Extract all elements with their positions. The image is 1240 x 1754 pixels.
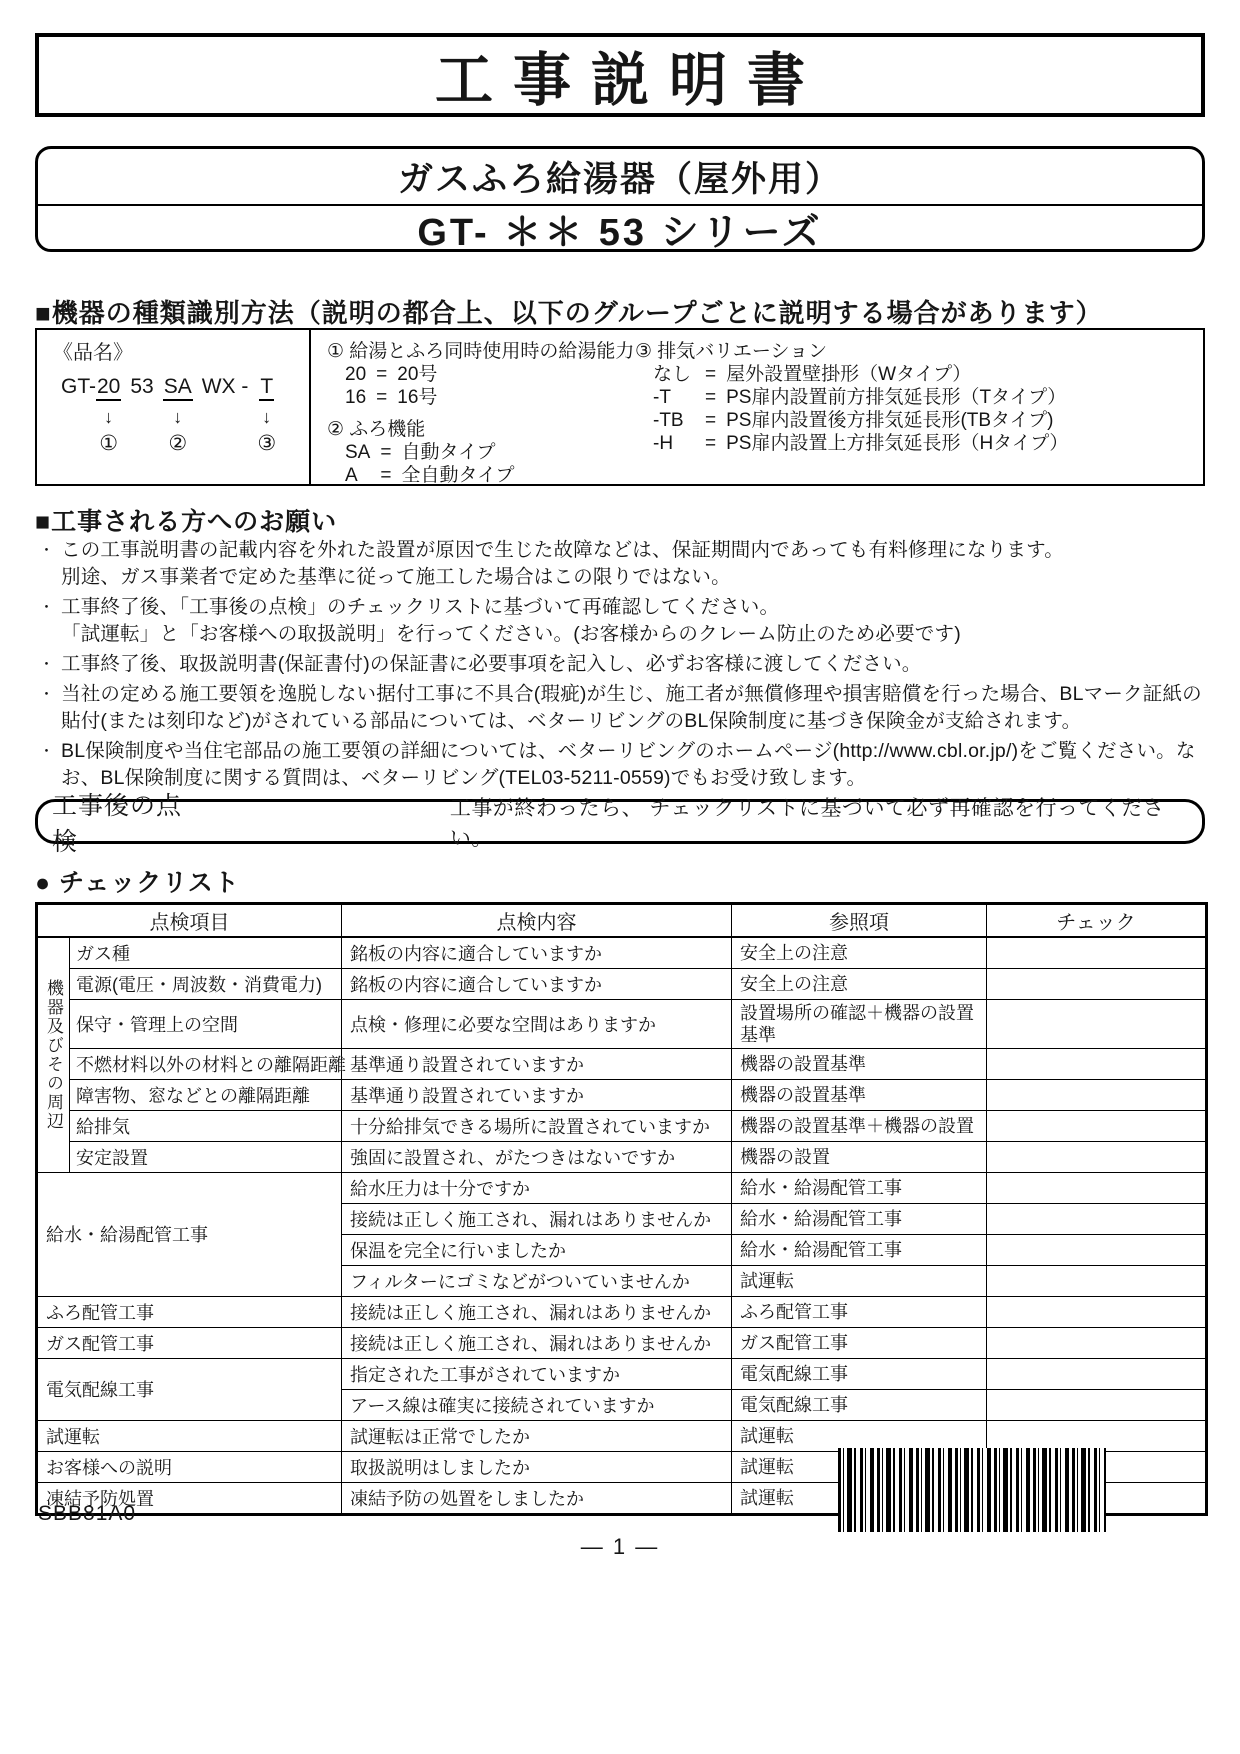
code-wx: WX - bbox=[201, 375, 249, 398]
reference-cell: 電気配線工事 bbox=[732, 1358, 987, 1389]
content-cell: フィルターにゴミなどがついていませんか bbox=[342, 1265, 732, 1296]
page-number: — 1 — bbox=[580, 1534, 660, 1559]
reference-cell: 試運転 bbox=[732, 1451, 987, 1482]
list-item: ・ 当社の定める施工要領を逸脱しない据付工事に不具合(瑕疵)が生じ、施工者が無償修理や損害賠償を行った場合、BLマーク証紙の貼付(または刻印など)がされている部品については、ベターリビングのBL保険制度に基づき保険金が支給されます。 bbox=[35, 681, 1207, 735]
reference-cell: 機器の設置基準＋機器の設置 bbox=[732, 1110, 987, 1141]
check-cell bbox=[987, 1234, 1207, 1265]
marker-2: ② bbox=[168, 432, 188, 455]
request-heading: ■工事される方へのお願い bbox=[35, 508, 338, 536]
check-cell bbox=[987, 1172, 1207, 1203]
list-item: ・ この工事説明書の記載内容を外れた設置が原因で生じた故障などは、保証期間内であっても有料修理になります。 別途、ガス事業者で定めた基準に従って施工した場合はこの限りではない。 bbox=[35, 537, 1207, 591]
code-capacity-segment: 20 ↓ ① bbox=[97, 375, 121, 455]
reference-cell: 給水・給湯配管工事 bbox=[732, 1234, 987, 1265]
content-cell: 凍結予防の処置をしましたか bbox=[342, 1482, 732, 1514]
item-cell: ふろ配管工事 bbox=[37, 1296, 342, 1327]
content-cell: 保温を完全に行いましたか bbox=[342, 1234, 732, 1265]
check-cell bbox=[987, 937, 1207, 969]
check-cell bbox=[987, 1296, 1207, 1327]
item-cell: 障害物、窓などとの離隔距離 bbox=[70, 1079, 342, 1110]
column-header-check: チェック bbox=[987, 904, 1207, 937]
code-prefix: GT- bbox=[61, 375, 96, 398]
table-row bbox=[37, 1327, 1207, 1358]
code-bath-segment: SA ↓ ② bbox=[163, 375, 192, 455]
check-cell bbox=[987, 1203, 1207, 1234]
group-label-electrical: 電気配線工事 bbox=[37, 1358, 342, 1420]
check-cell bbox=[987, 1048, 1207, 1079]
content-cell: 接続は正しく施工され、漏れはありませんか bbox=[342, 1296, 732, 1327]
product-name: ガスふろ給湯器（屋外用） bbox=[38, 149, 1202, 206]
reference-cell: 試運転 bbox=[732, 1482, 987, 1514]
table-row bbox=[37, 1172, 1207, 1203]
table-row bbox=[37, 1420, 1207, 1451]
content-cell: 基準通り設置されていますか bbox=[342, 1079, 732, 1110]
content-cell: アース線は確実に接続されていますか bbox=[342, 1389, 732, 1420]
group-label-water-piping: 給水・給湯配管工事 bbox=[37, 1172, 342, 1296]
item-cell: 給排気 bbox=[70, 1110, 342, 1141]
column-header-item: 点検項目 bbox=[37, 904, 342, 937]
bullet-icon: ・ bbox=[39, 743, 55, 760]
check-cell bbox=[987, 1327, 1207, 1358]
after-work-inspection-text: 工事が終わったら、 チェックリストに基づいて必ず再確認を行ってください。 bbox=[449, 796, 1165, 850]
check-cell bbox=[987, 1141, 1207, 1172]
code-exhaust-segment: T ↓ ③ bbox=[257, 375, 277, 455]
bullet-icon: ・ bbox=[39, 656, 55, 673]
barcode-icon bbox=[838, 1448, 1106, 1532]
table-row bbox=[37, 1110, 1207, 1141]
marker-1: ① bbox=[99, 432, 119, 455]
reference-cell: 試運転 bbox=[732, 1265, 987, 1296]
after-work-inspection-box bbox=[35, 791, 1205, 856]
item-cell: 保守・管理上の空間 bbox=[70, 999, 342, 1048]
reference-cell: 給水・給湯配管工事 bbox=[732, 1172, 987, 1203]
table-row bbox=[37, 1296, 1207, 1327]
content-cell: 接続は正しく施工され、漏れはありませんか bbox=[342, 1327, 732, 1358]
content-cell: 接続は正しく施工され、漏れはありませんか bbox=[342, 1203, 732, 1234]
table-row bbox=[37, 1079, 1207, 1110]
item-cell: 不燃材料以外の材料との離隔距離 bbox=[70, 1048, 342, 1079]
table-row bbox=[37, 1048, 1207, 1079]
exhaust-section: ③ 排気バリエーション なし = 屋外設置壁掛形（Wタイプ） -T = PS扉内設置前方排気延長形（Tタイプ） -TB = PS扉内設置後方排気延長形(TBタイプ) -H = PS扉内設置上方排気延長形（Hタイプ） bbox=[635, 341, 1069, 454]
document-code: SBB81A0 bbox=[38, 1502, 137, 1525]
item-cell: 試運転 bbox=[37, 1420, 342, 1451]
title-box bbox=[35, 33, 1205, 117]
check-cell bbox=[987, 1420, 1207, 1451]
table-row bbox=[37, 1141, 1207, 1172]
identification-box bbox=[35, 328, 1205, 486]
table-row bbox=[37, 1358, 1207, 1389]
list-item: ・ 工事終了後、「工事後の点検」のチェックリストに基づいて再確認してください。 「試運転」と「お客様への取扱説明」を行ってください。(お客様からのクレーム防止のため必要です) bbox=[35, 594, 1207, 648]
table-row bbox=[37, 968, 1207, 999]
after-work-inspection-label: 工事後の点検 bbox=[52, 791, 183, 856]
down-arrow-icon: ↓ bbox=[104, 407, 114, 427]
header-row bbox=[37, 904, 1207, 937]
content-cell: 強固に設置され、がたつきはないですか bbox=[342, 1141, 732, 1172]
down-arrow-icon: ↓ bbox=[262, 407, 272, 427]
check-cell bbox=[987, 1389, 1207, 1420]
content-cell: 指定された工事がされていますか bbox=[342, 1358, 732, 1389]
item-cell: ガス種 bbox=[70, 937, 342, 969]
reference-cell: 機器の設置基準 bbox=[732, 1079, 987, 1110]
check-cell bbox=[987, 1358, 1207, 1389]
column-header-reference: 参照項 bbox=[732, 904, 987, 937]
reference-cell: 安全上の注意 bbox=[732, 937, 987, 969]
list-item: ・ BL保険制度や当住宅部品の施工要領の詳細については、ベターリビングのホームページ(http://www.cbl.or.jp/)をご覧ください。なお、BL保険制度に関する質問は、ベターリビング(TEL03-5211-0559)でもお受け致します。 bbox=[35, 738, 1207, 792]
product-series-box bbox=[35, 146, 1205, 252]
reference-cell: ガス配管工事 bbox=[732, 1327, 987, 1358]
table-row bbox=[37, 999, 1207, 1048]
model-code bbox=[61, 375, 299, 455]
request-bullet-list bbox=[35, 537, 1207, 795]
model-name-label: 《品名》 bbox=[53, 342, 133, 364]
content-cell: 試運転は正常でしたか bbox=[342, 1420, 732, 1451]
reference-cell: 設置場所の確認＋機器の設置基準 bbox=[732, 999, 987, 1048]
check-cell bbox=[987, 999, 1207, 1048]
reference-cell: 安全上の注意 bbox=[732, 968, 987, 999]
item-cell: 凍結予防処置 bbox=[37, 1482, 342, 1514]
reference-cell: 給水・給湯配管工事 bbox=[732, 1203, 987, 1234]
series-name: GT- ＊＊ 53 シリーズ bbox=[417, 211, 823, 252]
bullet-icon: ・ bbox=[39, 542, 55, 559]
column-header-content: 点検内容 bbox=[342, 904, 732, 937]
identification-heading: ■機器の種類識別方法（説明の都合上、以下のグループごとに説明する場合があります） bbox=[35, 298, 1103, 328]
reference-cell: 電気配線工事 bbox=[732, 1389, 987, 1420]
content-cell: 基準通り設置されていますか bbox=[342, 1048, 732, 1079]
check-cell bbox=[987, 1265, 1207, 1296]
reference-cell: 機器の設置基準 bbox=[732, 1048, 987, 1079]
group-label-equipment: 機器及びその周辺 bbox=[37, 937, 70, 1173]
checklist-table bbox=[35, 902, 1208, 1516]
check-cell bbox=[987, 1079, 1207, 1110]
page-title: 工事説明書 bbox=[434, 48, 825, 113]
capacity-section: ① 給湯とふろ同時使用時の給湯能力 20 = 20号 16 = 16号 bbox=[327, 341, 635, 408]
bath-function-section: ② ふろ機能 SA = 自動タイプ A = 全自動タイプ bbox=[327, 419, 515, 486]
item-cell: 安定設置 bbox=[70, 1141, 342, 1172]
marker-3: ③ bbox=[257, 432, 277, 455]
exhaust-column bbox=[631, 330, 1203, 484]
content-cell: 銘板の内容に適合していますか bbox=[342, 937, 732, 969]
code-mid: 53 bbox=[130, 375, 154, 398]
item-cell: お客様への説明 bbox=[37, 1451, 342, 1482]
down-arrow-icon: ↓ bbox=[173, 407, 183, 427]
reference-cell: ふろ配管工事 bbox=[732, 1296, 987, 1327]
model-code-column bbox=[37, 330, 311, 484]
reference-cell: 試運転 bbox=[732, 1420, 987, 1451]
item-cell: ガス配管工事 bbox=[37, 1327, 342, 1358]
check-cell bbox=[987, 968, 1207, 999]
checklist-heading: ● チェックリスト bbox=[35, 869, 240, 897]
bullet-icon: ・ bbox=[39, 599, 55, 616]
content-cell: 銘板の内容に適合していますか bbox=[342, 968, 732, 999]
content-cell: 給水圧力は十分ですか bbox=[342, 1172, 732, 1203]
content-cell: 取扱説明はしましたか bbox=[342, 1451, 732, 1482]
content-cell: 点検・修理に必要な空間はありますか bbox=[342, 999, 732, 1048]
check-cell bbox=[987, 1110, 1207, 1141]
table-row bbox=[37, 937, 1207, 969]
capacity-bath-column bbox=[311, 330, 635, 486]
bullet-icon: ・ bbox=[39, 686, 55, 703]
item-cell: 電源(電圧・周波数・消費電力) bbox=[70, 968, 342, 999]
reference-cell: 機器の設置 bbox=[732, 1141, 987, 1172]
list-item: ・ 工事終了後、取扱説明書(保証書付)の保証書に必要事項を記入し、必ずお客様に渡してください。 bbox=[35, 651, 1207, 678]
content-cell: 十分給排気できる場所に設置されていますか bbox=[342, 1110, 732, 1141]
